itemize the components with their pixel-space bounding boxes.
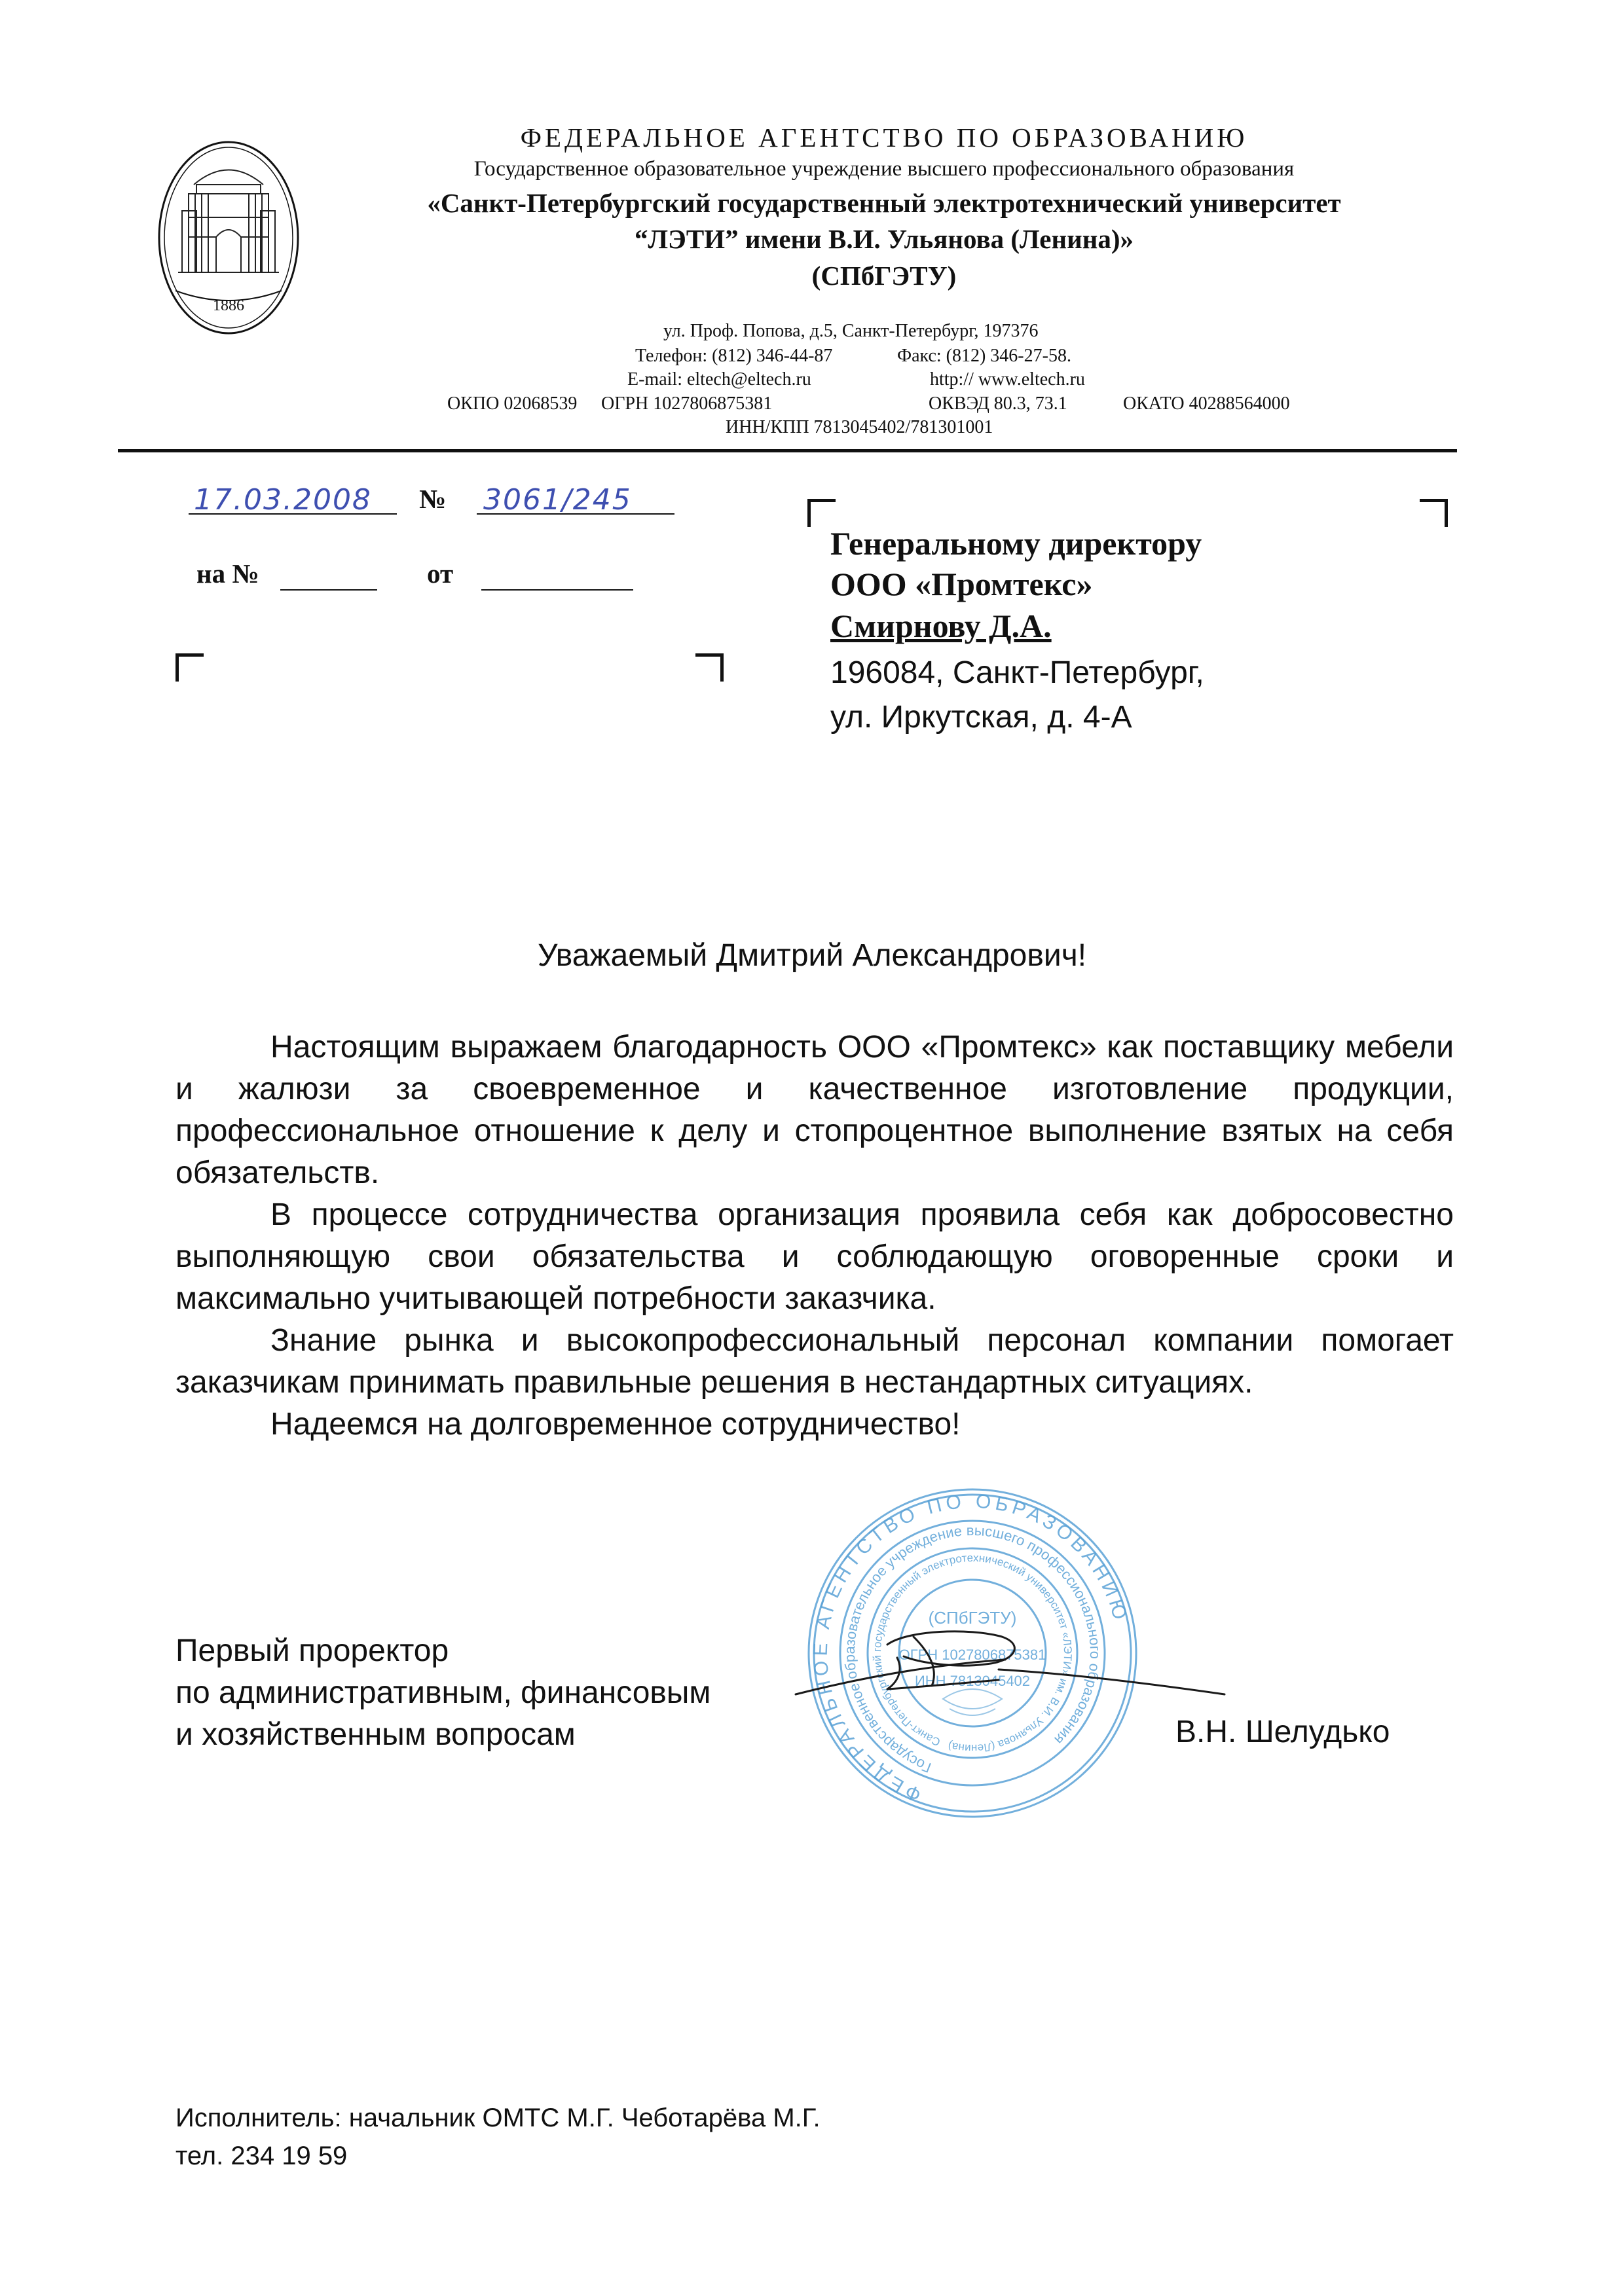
addressee-corner-tr [1420,499,1448,527]
executor-phone: тел. 234 19 59 [175,2141,348,2170]
addressee-position: Генеральному директору [830,525,1202,562]
logo-year: 1886 [213,297,244,314]
stamp-ogrn: ОГРН 1027806875381 [898,1647,1046,1663]
number-blank [477,513,674,515]
position-line3: и хозяйственным вопросам [175,1717,576,1752]
left-corner-mark-tl [175,653,204,682]
ref-blank [280,589,377,591]
body-paragraph: В процессе сотрудничества организация проявила себя как добросовестно выполняющую свои обязательства и соблюдающую оговоренные сроки и максимально учитывающей потребности заказчика. [175,1197,1454,1316]
website[interactable]: http:// www.eltech.ru [930,369,1085,390]
email[interactable]: E-mail: eltech@eltech.ru [627,369,811,390]
body-paragraph: Настоящим выражаем благодарность ООО «Промтекс» как поставщику мебели и жалюзи за своевременное и качественное изготовление продукции, профессиональное отношение к делу и стопроцентное выполнение взятых на себя обязательств. [175,1030,1454,1190]
institution-type: Государственное образовательное учреждение высшего профессионального образования [473,157,1295,181]
stamp-outer-text: ФЕДЕРАЛЬНОЕ АГЕНТСТВО ПО ОБРАЗОВАНИЮ [809,1490,1132,1806]
from-label: от [427,558,454,589]
salutation: Уважаемый Дмитрий Александрович! [537,938,1087,973]
okato: ОКАТО 40288564000 [1123,393,1290,414]
addressee-company: ООО «Промтекс» [830,566,1093,602]
signer-name: В.Н. Шелудько [1175,1715,1390,1749]
executor-info [175,2099,821,2175]
okved: ОКВЭД 80.3, 73.1 [929,393,1067,414]
addressee-city: 196084, Санкт-Петербург, [830,655,1204,690]
university-address: ул. Проф. Попова, д.5, Санкт-Петербург, 197376 [663,321,1039,341]
ref-label: на № [196,558,259,589]
outgoing-number: 3061/245 [483,483,632,517]
position-line1: Первый проректор [175,1633,449,1668]
body-paragraph: Надеемся на долговременное сотрудничество! [270,1407,961,1442]
phone: Телефон: (812) 346-44-87 [635,346,833,366]
university-logo [156,139,301,337]
inn-kpp: ИНН/КПП 7813045402/781301001 [726,417,993,437]
stamp-short-name: (СПбГЭТУ) [928,1608,1017,1628]
okpo: ОКПО 02068539 [447,393,578,414]
header-rule [118,449,1457,452]
university-short-name: (СПбГЭТУ) [811,261,957,291]
handwritten-signature [789,1624,1234,1722]
stamp-ring2-text: Государственное образовательное учреждение высшего профессионального образования [841,1522,1104,1776]
position-line2: по административным, финансовым [175,1675,711,1710]
stamp-inn: ИНН 7813045402 [914,1673,1031,1689]
addressee-name: Смирнову Д.А. [830,608,1052,644]
university-name-line1: «Санкт-Петербургский государственный электротехнический университет [427,188,1341,218]
left-corner-mark-tr [695,653,724,682]
addressee-corner-tl [807,499,836,527]
signatory-position [175,1630,710,1756]
addressee-street: ул. Иркутская, д. 4-А [830,700,1132,735]
date-blank [189,513,397,515]
executor-name: Исполнитель: начальник ОМТС М.Г. Чеботарёва М.Г. [175,2104,821,2132]
university-name-line2: “ЛЭТИ” имени В.И. Ульянова (Ленина)» [634,224,1134,254]
letter-body [175,1027,1454,1446]
agency-name: ФЕДЕРАЛЬНОЕ АГЕНТСТВО ПО ОБРАЗОВАНИЮ [520,122,1248,153]
fax: Факс: (812) 346-27-58. [897,346,1071,366]
number-sign: № [419,484,447,514]
body-paragraph: Знание рынка и высокопрофессиональный персонал компании помогает заказчикам принимать правильные решения в нестандартных ситуациях. [175,1323,1454,1400]
outgoing-date: 17.03.2008 [194,483,372,517]
from-blank [481,589,633,591]
stamp-ring3-text: Санкт-Петербургский государственный электротехнический университет «ЛЭТИ» им. В.И. Ульянова (Ленина) [870,1551,1075,1755]
ogrn: ОГРН 1027806875381 [601,393,773,414]
